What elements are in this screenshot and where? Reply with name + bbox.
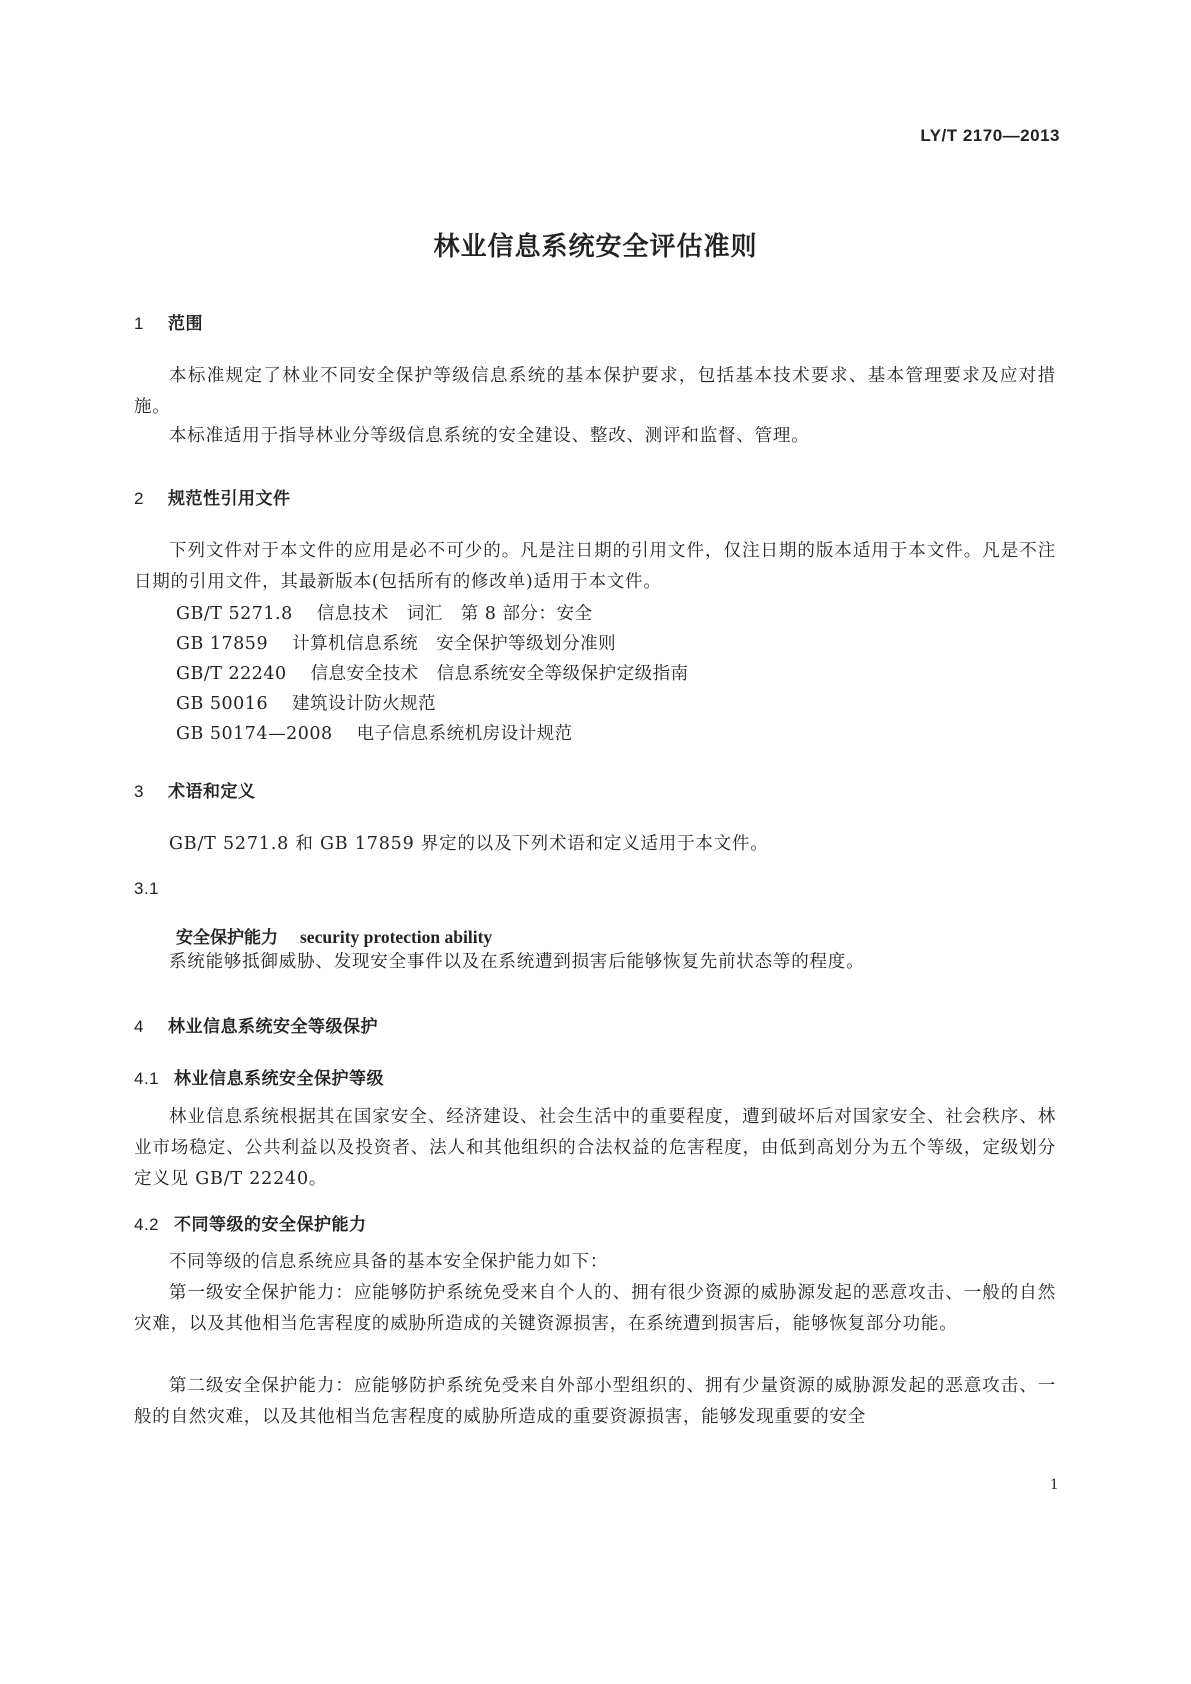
reference-code: GB 50016 [176, 694, 269, 714]
section-4-number: 4 [134, 1017, 144, 1036]
section-3-number: 3 [134, 782, 144, 801]
section-3-intro: GB/T 5271.8 和 GB 17859 界定的以及下列术语和定义适用于本文件。 [169, 834, 769, 854]
section-2-intro: 下列文件对于本文件的应用是必不可少的。凡是注日期的引用文件，仅注日期的版本适用于本文件。凡是不注日期的引用文件，其最新版本(包括所有的修改单)适用于本文件。 [134, 541, 1056, 592]
term-english: security protection ability [300, 927, 493, 947]
section-4-2-paragraph-2: 第一级安全保护能力：应能够防护系统免受来自个人的、拥有很少资源的威胁源发起的恶意攻击、一般的自然灾难，以及其他相当危害程度的威胁所造成的关键资源损害，在系统遭到损害后，能够恢复部分功能。 [134, 1283, 1056, 1334]
section-4-2-paragraph-1: 不同等级的信息系统应具备的基本安全保护能力如下： [169, 1252, 609, 1272]
section-4-1-number: 4.1 [134, 1069, 160, 1088]
reference-item [176, 660, 689, 685]
reference-item [176, 600, 592, 625]
section-2-title: 规范性引用文件 [168, 489, 291, 509]
section-4-2-paragraph-3: 第二级安全保护能力：应能够防护系统免受来自外部小型组织的、拥有少量资源的威胁源发起的恶意攻击、一般的自然灾难，以及其他相当危害程度的威胁所造成的重要资源损害，能够发现重要的安全 [134, 1376, 1056, 1427]
reference-item [176, 630, 616, 655]
reference-code: GB 17859 [176, 634, 269, 654]
reference-code: GB/T 5271.8 [176, 604, 293, 624]
reference-title: 信息安全技术 信息系统安全等级保护定级指南 [310, 664, 689, 684]
section-4-1-paragraph: 林业信息系统根据其在国家安全、经济建设、社会生活中的重要程度，遭到破坏后对国家安全、社会秩序、林业市场稳定、公共利益以及投资者、法人和其他组织的合法权益的危害程度，由低到高划分为五个等级，定级划分定义见 GB/T 22240。 [134, 1107, 1056, 1189]
section-4-2-number: 4.2 [134, 1215, 160, 1234]
reference-code: GB 50174—2008 [176, 724, 333, 744]
section-4-1-title: 林业信息系统安全保护等级 [174, 1069, 384, 1089]
document-title: 林业信息系统安全评估准则 [433, 232, 758, 262]
section-1-title: 范围 [168, 314, 203, 334]
reference-title: 建筑设计防火规范 [292, 694, 437, 714]
section-3-title: 术语和定义 [168, 782, 256, 802]
section-1-number: 1 [134, 314, 144, 333]
section-3-heading [134, 777, 256, 802]
term-chinese: 安全保护能力 [176, 928, 278, 948]
reference-code: GB/T 22240 [176, 664, 287, 684]
standard-code: LY/T 2170—2013 [920, 126, 1060, 145]
reference-title: 信息技术 词汇 第 8 部分：安全 [316, 604, 593, 624]
section-4-2-title: 不同等级的安全保护能力 [174, 1215, 367, 1235]
section-4-heading [134, 1012, 378, 1037]
section-4-title: 林业信息系统安全等级保护 [168, 1017, 378, 1037]
term-heading [176, 923, 492, 948]
reference-item [176, 720, 573, 745]
reference-title: 电子信息系统机房设计规范 [356, 724, 573, 744]
section-2-number: 2 [134, 489, 144, 508]
section-1-heading [134, 309, 203, 334]
section-1-paragraph-2: 本标准适用于指导林业分等级信息系统的安全建设、整改、测评和监督、管理。 [169, 426, 810, 446]
reference-item [176, 690, 436, 715]
page-number: 1 [1050, 1476, 1058, 1493]
section-1-paragraph-1: 本标准规定了林业不同安全保护等级信息系统的基本保护要求，包括基本技术要求、基本管理要求及应对措施。 [134, 366, 1056, 417]
section-4-2-heading [134, 1210, 367, 1235]
section-2-heading [134, 484, 291, 509]
reference-title: 计算机信息系统 安全保护等级划分准则 [292, 634, 617, 654]
term-definition: 系统能够抵御威胁、发现安全事件以及在系统遭到损害后能够恢复先前状态等的程度。 [169, 952, 865, 972]
section-4-1-heading [134, 1064, 384, 1089]
term-number: 3.1 [134, 879, 160, 898]
